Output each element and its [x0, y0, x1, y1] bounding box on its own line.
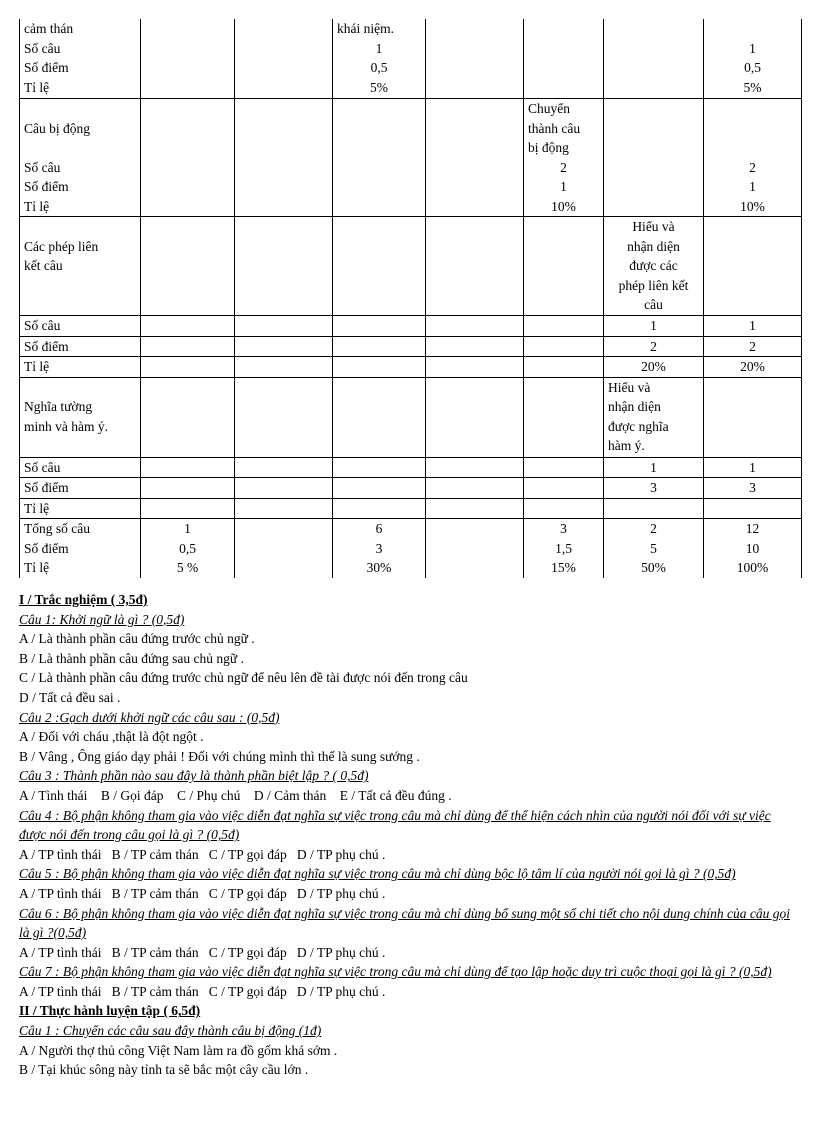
section-title: I / Trắc nghiệm ( 3,5đ) [19, 592, 148, 607]
question-title: Câu 2 :Gạch dưới khởi ngữ các câu sau : (0,5đ) [19, 709, 280, 725]
question-title: Câu 6 : Bộ phận không tham gia vào việc diễn đạt nghĩa sự việc trong câu mà chỉ dùng bổ sung một số chi tiết cho nội dung chính của câu gọi là gì ?(0,5đ) [19, 905, 790, 941]
answer-options: A / TP tình thái B / TP cảm thán C / TP gọi đáp D / TP phụ chú . [19, 944, 386, 960]
answer-options: A / Tình thái B / Gọi đáp C / Phụ chú D / Cảm thán E / Tất cả đều đúng . [19, 787, 452, 803]
table-row: Tỉ lệ [20, 498, 802, 519]
answer-option: B / Vâng , Ông giáo dạy phải ! Đối với chúng mình thì thế là sung sướng . [19, 748, 420, 764]
table-row-total: Tổng số câu Số điểm Tỉ lệ 1 0,5 5 % 6 3 30% 3 1,5 15% 2 5 50% 12 10 100% [20, 519, 802, 579]
answer-option: B / Tại khúc sông này tỉnh ta sẽ bắc một cây cầu lớn . [19, 1062, 309, 1078]
question-title: Câu 7 : Bộ phận không tham gia vào việc diễn đạt nghĩa sự việc trong câu mà chỉ dùng để tạo lập hoặc duy trì cuộc thoại gọi là gì ? (0,5đ) [19, 964, 772, 980]
answer-option: B / Là thành phần câu đứng sau chủ ngữ . [19, 650, 244, 666]
table-row: cảm thán Số câu Số điểm Tỉ lệ khái niệm. 1 0,5 5% 1 0,5 5% [20, 19, 802, 99]
question-title: Câu 1 : Chuyển các câu sau đây thành câu bị động (1đ) [19, 1023, 322, 1039]
table-row: Số điểm 2 2 [20, 336, 802, 357]
answer-options: A / TP tình thái B / TP cảm thán C / TP gọi đáp D / TP phụ chú . [19, 846, 386, 862]
answer-option: A / Người thợ thủ công Việt Nam làm ra đồ gốm khá sớm . [19, 1042, 338, 1058]
question-title: Câu 1: Khởi ngữ là gì ? (0,5đ) [19, 611, 185, 627]
table-row: Số câu 1 1 [20, 457, 802, 478]
answer-option: A / Đối với cháu ,thật là đột ngột . [19, 729, 204, 745]
answer-option: D / Tất cả đều sai . [19, 689, 121, 705]
table-row: Số câu 1 1 [20, 316, 802, 337]
table-row: Nghĩa tường minh và hàm ý. Hiểu và nhận diện được nghĩa hàm ý. [20, 377, 802, 457]
answer-option: C / Là thành phần câu đứng trước chủ ngữ để nêu lên đề tài được nói đến trong câu [19, 670, 468, 686]
table-row: Tỉ lệ 20% 20% [20, 357, 802, 378]
exam-questions [19, 590, 799, 1080]
answer-option: A / Là thành phần câu đứng trước chủ ngữ . [19, 631, 255, 647]
exam-matrix-table [19, 19, 802, 578]
section-title: II / Thực hành luyện tập ( 6,5đ) [19, 1003, 201, 1019]
answer-options: A / TP tình thái B / TP cảm thán C / TP gọi đáp D / TP phụ chú . [19, 885, 386, 901]
table-row: Câu bị động Số câu Số điểm Tỉ lệ Chuyển thành câu bị động 2 1 10% 2 1 10% [20, 99, 802, 217]
question-title: Câu 5 : Bộ phận không tham gia vào việc diễn đạt nghĩa sự việc trong câu mà chỉ dùng bộc lộ tâm lí của người nói gọi là gì ? (0,5đ) [19, 866, 736, 882]
answer-options: A / TP tình thái B / TP cảm thán C / TP gọi đáp D / TP phụ chú . [19, 983, 386, 999]
question-title: Câu 3 : Thành phần nào sau đây là thành phần biệt lập ? ( 0,5đ) [19, 768, 369, 784]
table-row: Các phép liên kết câu Hiểu và nhận diện được các phép liên kết câu [20, 217, 802, 316]
table-row: Số điểm 3 3 [20, 478, 802, 499]
question-title: Câu 4 : Bộ phận không tham gia vào việc diễn đạt nghĩa sự việc trong câu mà chỉ dùng để thể hiện cách nhìn của người nói đối với sự việc được nói đến trong câu gọi là gì ? (0,5đ) [19, 807, 771, 843]
